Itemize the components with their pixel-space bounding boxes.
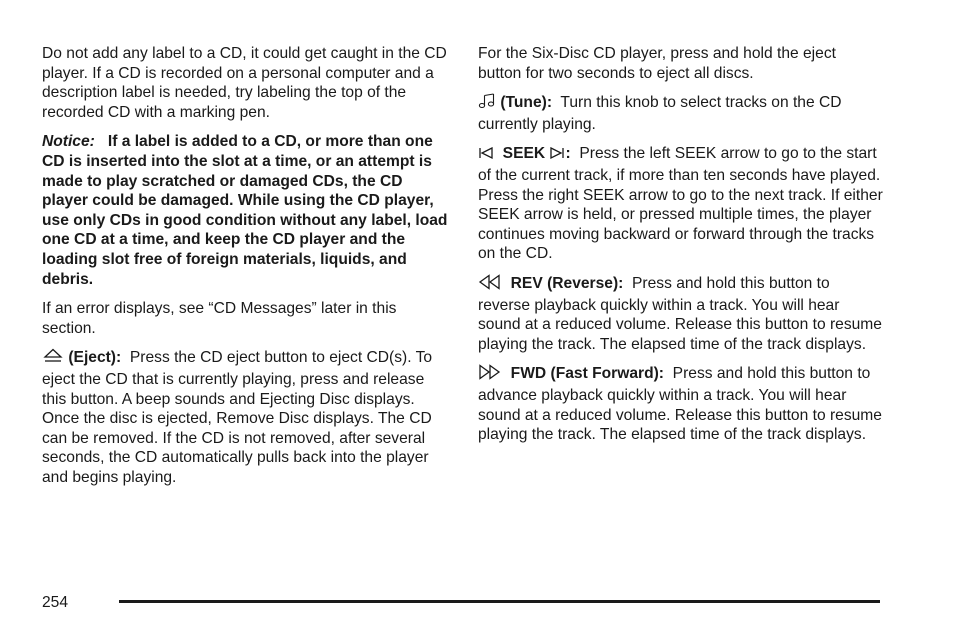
eject-text: Press the CD eject button to eject CD(s). To eject the CD that is currently playing, press and release this button. A beep sounds and Ejecting Disc displays. Once the disc is ejected, Remove Disc displays. The CD can be removed. If the CD is not removed, after several seconds, the CD automatically pulls back into the player and begins playing. [42, 349, 433, 486]
page-number: 254 [42, 594, 69, 611]
fwd-paragraph [478, 364, 883, 444]
seek-back-icon [478, 146, 494, 166]
eject-paragraph [42, 348, 450, 487]
left-column [42, 44, 450, 497]
error-paragraph: If an error displays, see “CD Messages” later in this section. [42, 300, 397, 337]
fwd-text: Press and hold this button to advance playback quickly within a track. You will hear sound at a reduced volume. Release this button to resume playing the track. The elapsed time of the track displays. [478, 365, 882, 444]
notice-text: If a label is added to a CD, or more than one CD is inserted into the slot at a time, or an attempt is made to play scratched or damaged CDs, the CD player could be damaged. While using the CD player, use only CDs in good condition without any label, load one CD at a time, and keep the CD player and the loading slot free of foreign materials, liquids, and debris. [42, 133, 448, 288]
seek-paragraph [478, 144, 883, 264]
seek-colon: : [565, 145, 571, 163]
music-note-icon [478, 93, 496, 115]
seek-label: SEEK [502, 145, 546, 163]
six-disc-paragraph: For the Six-Disc CD player, press and hold the eject button for two seconds to eject all discs. [478, 45, 836, 82]
rev-paragraph [478, 274, 883, 354]
seek-text: Press the left SEEK arrow to go to the start of the current track, if more than ten seconds have played. Press the right SEEK arrow to go to the next track. If either SEEK arrow is held, or pressed multiple times, the player continues moving backward or forward through the tracks on the CD. [478, 145, 883, 263]
eject-label: (Eject): [68, 349, 122, 367]
tune-paragraph [478, 93, 883, 134]
notice-label: Notice: [42, 133, 95, 151]
tune-text: Turn this knob to select tracks on the CD currently playing. [478, 94, 842, 133]
tune-label: (Tune): [500, 94, 553, 112]
cd-label-paragraph: Do not add any label to a CD, it could get caught in the CD player. If a CD is recorded on a personal computer and a description label is needed, try labeling the top of the recorded CD with a marking pen. [42, 45, 447, 121]
right-column [478, 44, 883, 455]
eject-icon [42, 348, 64, 370]
rev-label: REV (Reverse): [510, 274, 624, 292]
seek-forward-icon [549, 146, 565, 166]
footer-rule [119, 600, 880, 603]
fast-forward-icon [478, 364, 502, 386]
rewind-icon [478, 274, 502, 296]
notice-paragraph [42, 132, 450, 289]
rev-text: Press and hold this button to reverse playback quickly within a track. You will hear sound at a reduced volume. Release this button to resume playing the track. The elapsed time of the track displays. [478, 274, 882, 353]
fwd-label: FWD (Fast Forward): [510, 365, 664, 383]
